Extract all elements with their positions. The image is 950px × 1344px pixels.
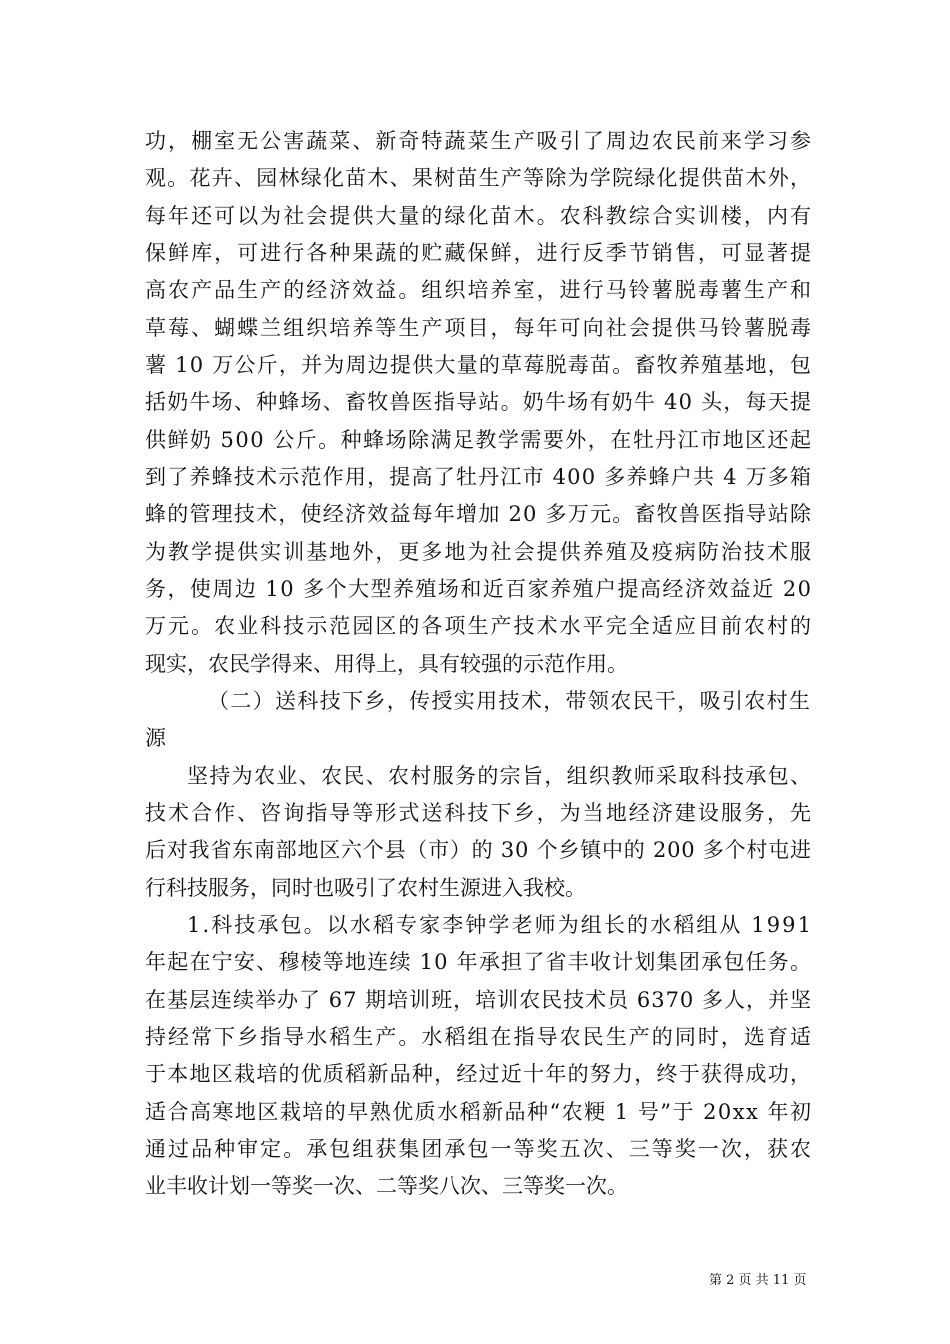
text-line: 供鲜奶 500 公斤。种蜂场除满足教学需要外，在牡丹江市地区还起 — [145, 428, 813, 452]
section-heading-continued: 源 — [145, 726, 166, 750]
text-line: 万元。农业科技示范园区的各项生产技术水平完全适应目前农村的 — [145, 614, 814, 638]
text-line: 年起在宁安、穆棱等地连续 10 年承担了省丰收计划集团承包任务。 — [145, 950, 813, 974]
text-line: 到了养蜂技术示范作用，提高了牡丹江市 400 多养蜂户共 4 万多箱 — [145, 465, 813, 489]
section-heading: （二）送科技下乡，传授实用技术，带领农民干，吸引农村生 — [208, 689, 812, 713]
text-line: 适合高寒地区栽培的早熟优质水稻新品种“农粳 1 号”于 20xx 年初 — [145, 1100, 813, 1124]
text-line: 坚持为农业、农民、农村服务的宗旨，组织教师采取科技承包、 — [187, 764, 813, 788]
page-number: 第 2 页 共 11 页 — [709, 1273, 807, 1288]
text-line: 行科技服务，同时也吸引了农村生源进入我校。 — [145, 876, 586, 900]
text-line: 草莓、蝴蝶兰组织培养等生产项目，每年可向社会提供马铃薯脱毒 — [145, 316, 814, 340]
text-line: 在基层连续举办了 67 期培训班，培训农民技术员 6370 多人，并坚 — [145, 988, 812, 1012]
text-line: 于本地区栽培的优质稻新品种，经过近十年的努力，终于获得成功， — [145, 1062, 813, 1086]
text-line: 功，棚室无公害蔬菜、新奇特蔬菜生产吸引了周边农民前来学习参 — [145, 129, 814, 153]
text-line: 技术合作、咨询指导等形式送科技下乡，为当地经济建设服务，先 — [145, 801, 814, 825]
text-line: 高农产品生产的经济效益。组织培养室，进行马铃薯脱毒薯生产和 — [145, 278, 814, 302]
text-line: 观。花卉、园林绿化苗木、果树苗生产等除为学院绿化提供苗木外， — [145, 166, 813, 190]
text-line: 为教学提供实训基地外，更多地为社会提供养殖及疫病防治技术服 — [145, 540, 814, 564]
text-line: 务，使周边 10 多个大型养殖场和近百家养殖户提高经济效益近 20 — [145, 577, 813, 601]
text-line: 薯 10 万公斤，并为周边提供大量的草莓脱毒苗。畜牧养殖基地，包 — [145, 353, 813, 377]
text-line: 持经常下乡指导水稻生产。水稻组在指导农民生产的同时，选育适 — [145, 1025, 814, 1049]
text-line: 保鲜库，可进行各种果蔬的贮藏保鲜，进行反季节销售，可显著提 — [145, 241, 814, 265]
text-line: 每年还可以为社会提供大量的绿化苗木。农科教综合实训楼，内有 — [145, 204, 814, 228]
text-line: 蜂的管理技术，使经济效益每年增加 20 多万元。畜牧兽医指导站除 — [145, 502, 813, 526]
text-line: 业丰收计划一等奖一次、二等奖八次、三等奖一次。 — [145, 1174, 628, 1198]
text-line: 1.科技承包。以水稻专家李钟学老师为组长的水稻组从 1991 — [187, 913, 814, 937]
text-line: 后对我省东南部地区六个县（市）的 30 个乡镇中的 200 多个村屯进 — [145, 838, 812, 862]
text-line: 括奶牛场、种蜂场、畜牧兽医指导站。奶牛场有奶牛 40 头，每天提 — [145, 390, 813, 414]
text-line: 现实，农民学得来、用得上，具有较强的示范作用。 — [145, 652, 628, 676]
text-line: 通过品种审定。承包组获集团承包一等奖五次、三等奖一次，获农 — [145, 1137, 814, 1161]
